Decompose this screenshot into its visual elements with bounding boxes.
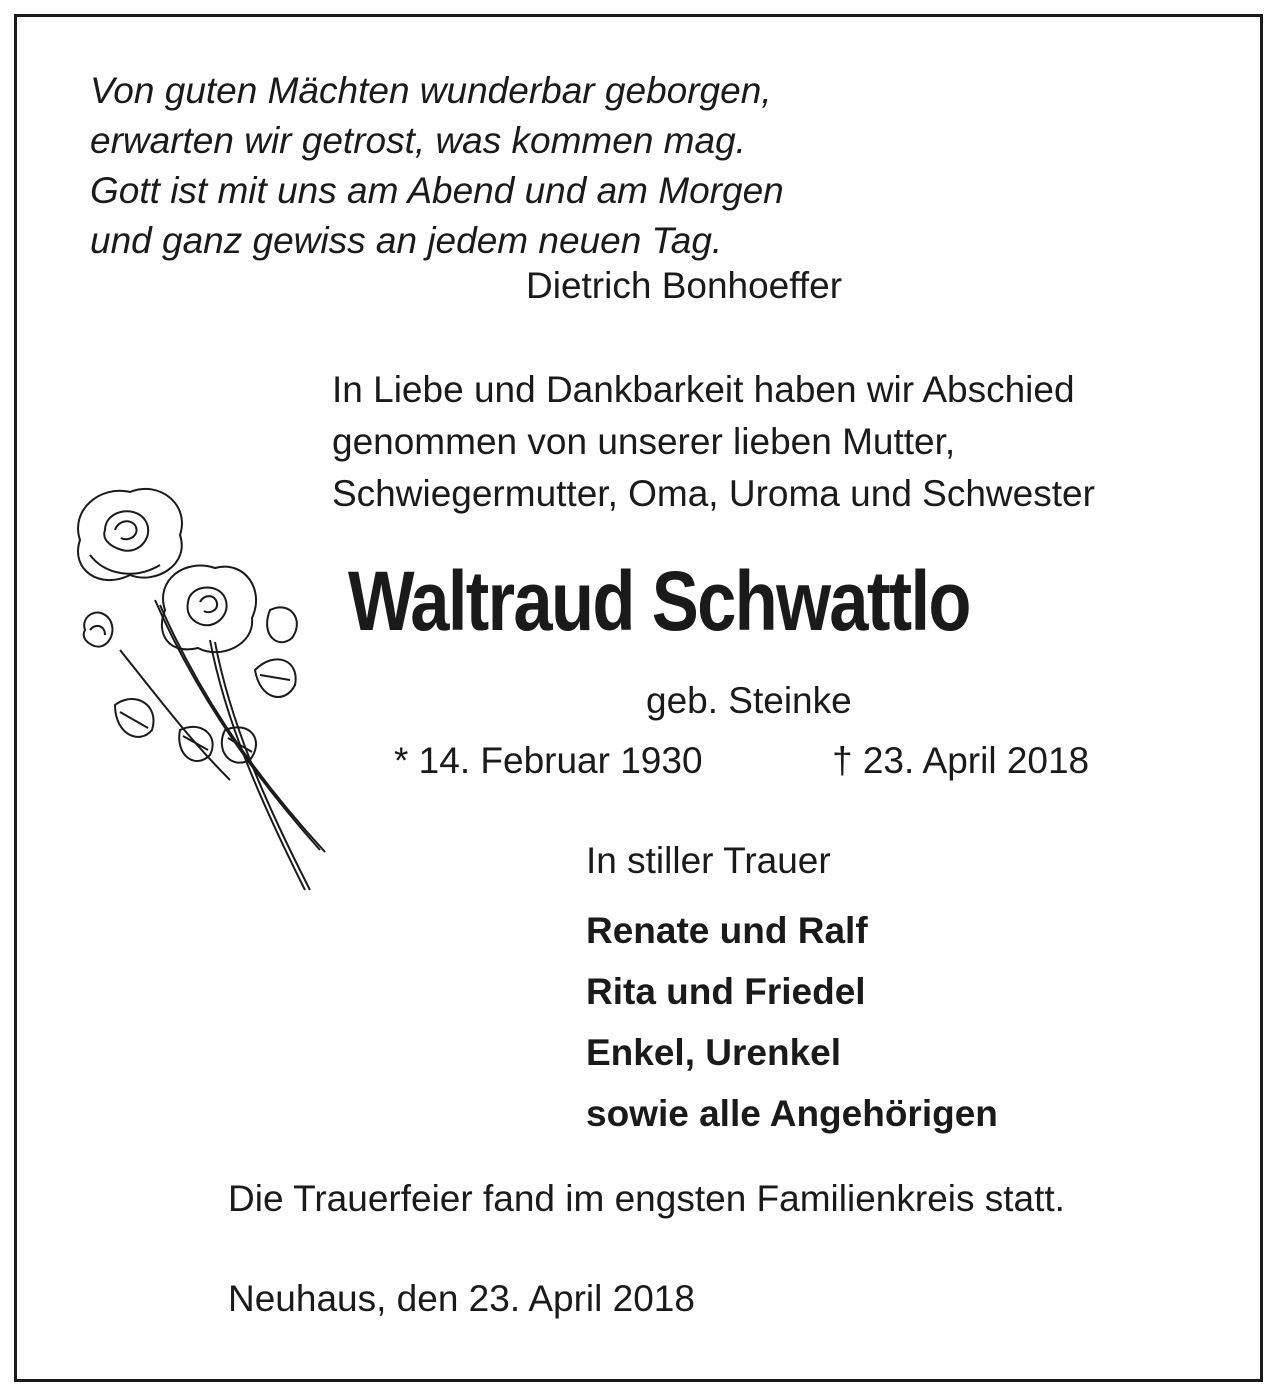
poem-line: Gott ist mit uns am Abend und am Morgen xyxy=(90,170,784,211)
funeral-note: Die Trauerfeier fand im engsten Familienkreis statt. xyxy=(228,1178,1065,1219)
mourners-list xyxy=(586,900,998,1144)
mourning-heading: In stiller Trauer xyxy=(586,840,831,881)
intro-text xyxy=(332,364,1095,520)
roses-illustration-icon xyxy=(60,480,340,900)
mourner-entry: sowie alle Angehörigen xyxy=(586,1093,998,1134)
poem-line: und ganz gewiss an jedem neuen Tag. xyxy=(90,220,723,261)
poem-line: Von guten Mächten wunderbar geborgen, xyxy=(90,70,772,111)
poem-line: erwarten wir getrost, was kommen mag. xyxy=(90,120,746,161)
poem xyxy=(90,66,784,266)
maiden-name: geb. Steinke xyxy=(646,680,852,721)
intro-line: In Liebe und Dankbarkeit haben wir Abschied xyxy=(332,369,1075,410)
place-date: Neuhaus, den 23. April 2018 xyxy=(228,1278,695,1319)
mourner-entry: Enkel, Urenkel xyxy=(586,1032,842,1073)
birth-date: * 14. Februar 1930 xyxy=(394,740,703,781)
poem-author: Dietrich Bonhoeffer xyxy=(526,265,843,306)
mourner-entry: Renate und Ralf xyxy=(586,910,868,951)
death-date: † 23. April 2018 xyxy=(832,740,1090,781)
mourner-entry: Rita und Friedel xyxy=(586,971,866,1012)
intro-line: Schwiegermutter, Oma, Uroma und Schwester xyxy=(332,473,1095,514)
intro-line: genommen von unserer lieben Mutter, xyxy=(332,421,956,462)
deceased-name: Waltraud Schwattlo xyxy=(348,554,970,648)
